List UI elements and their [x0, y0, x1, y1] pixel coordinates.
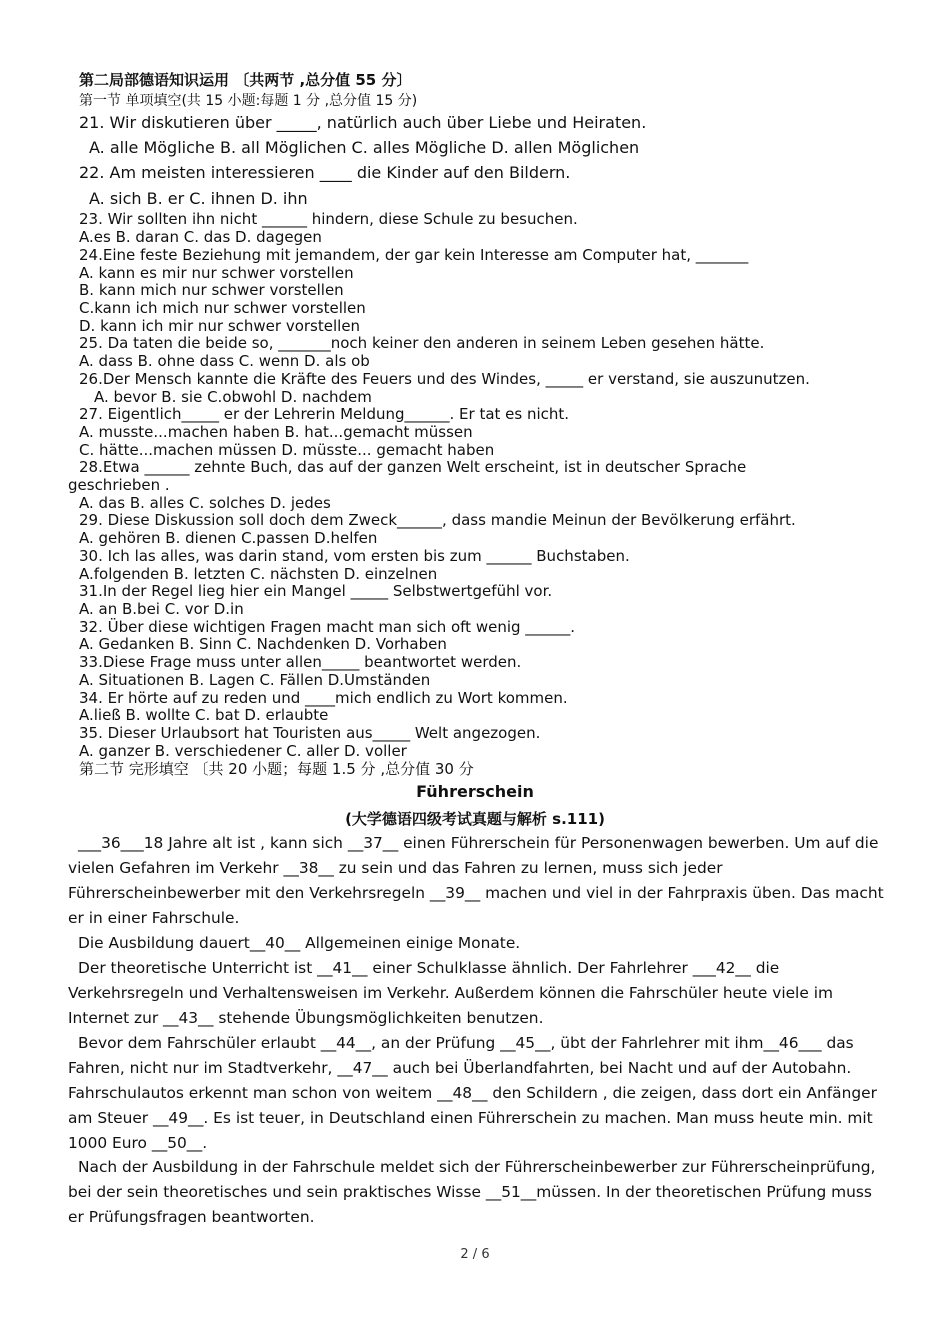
- question-25-options: A. dass B. ohne dass C. wenn D. als ob: [79, 352, 370, 370]
- section2-title: 第二节 完形填空 〔共 20 小题；每题 1.5 分 ,总分值 30 分: [79, 760, 474, 778]
- question-33: 33.Diese Frage muss unter allen_____ beantwortet werden.: [79, 653, 522, 671]
- question-26-options: A. bevor B. sie C.obwohl D. nachdem: [94, 388, 372, 406]
- cloze-paragraph-2-text: Die Ausbildung dauert__40__ Allgemeinen einige Monate.: [78, 934, 521, 952]
- question-22-options: A. sich B. er C. ihnen D. ihn: [89, 189, 308, 208]
- question-24-option-a: A. kann es mir nur schwer vorstellen: [79, 264, 354, 282]
- question-32-options: A. Gedanken B. Sinn C. Nachdenken D. Vorhaben: [79, 635, 447, 653]
- question-30: 30. Ich las alles, was darin stand, vom ersten bis zum ______ Buchstaben.: [79, 547, 630, 565]
- cloze-paragraph-3-text: Der theoretische Unterricht ist __41__ einer Schulklasse ähnlich. Der Fahrlehrer ___42__ die Verkehrsregeln und Verhaltensweisen im Verkehr. Außerdem können die Fahrschüler heute viele im Internet zur __43__ stehende Übungsmöglichkeiten benutzen.: [68, 959, 833, 1027]
- question-32: 32. Über diese wichtigen Fragen macht man sich oft wenig ______.: [79, 618, 576, 636]
- part-title: 第二局部德语知识运用 〔共两节 ,总分值 55 分〕: [79, 71, 412, 89]
- question-35: 35. Dieser Urlaubsort hat Touristen aus_____ Welt angezogen.: [79, 724, 541, 742]
- cloze-paragraph-4-text: Bevor dem Fahrschüler erlaubt __44__, an der Prüfung __45__, übt der Fahrlehrer mit ihm__46___ das Fahren, nicht nur im Stadtverkehr, __47__ auch bei Überlandfahrten, bei Nacht und auf der Autobahn. Fahrschulautos erkennt man schon von weitem __48__ den Schildern , die zeigen, dass dort ein Anfänger am Steuer __49__. Es ist teuer, in Deutschland einen Führerschein zu machen. Man muss heute min. mit 1000 Euro __50__.: [68, 1034, 877, 1152]
- cloze-paragraph-5: [68, 1155, 888, 1230]
- cloze-paragraph-2: [68, 931, 888, 956]
- question-27-options-cd: C. hätte...machen müssen D. müsste... gemacht haben: [79, 441, 495, 459]
- question-29-options: A. gehören B. dienen C.passen D.helfen: [79, 529, 378, 547]
- question-24-option-d: D. kann ich mir nur schwer vorstellen: [79, 317, 361, 335]
- question-26: 26.Der Mensch kannte die Kräfte des Feuers und des Windes, _____ er verstand, sie auszunutzen.: [79, 370, 810, 388]
- question-23-options: A.es B. daran C. das D. dagegen: [79, 228, 322, 246]
- cloze-paragraph-1-text: ___36___18 Jahre alt ist , kann sich __37__ einen Führerschein für Personenwagen bewerben. Um auf die vielen Gefahren im Verkehr __38__ zu sein und das Fahren zu lernen, muss sich jeder Führerscheinbewerber mit den Verkehrsregeln __39__ machen und viel in der Fahrpraxis üben. Das macht er in einer Fahrschule.: [68, 834, 884, 927]
- cloze-paragraph-3: [68, 956, 888, 1031]
- question-28-options: A. das B. alles C. solches D. jedes: [79, 494, 331, 512]
- question-22: 22. Am meisten interessieren ____ die Kinder auf den Bildern.: [79, 163, 571, 182]
- question-28: 28.Etwa ______ zehnte Buch, das auf der ganzen Welt erscheint, ist in deutscher Sprache: [79, 458, 747, 476]
- question-31-options: A. an B.bei C. vor D.in: [79, 600, 244, 618]
- question-29: 29. Diese Diskussion soll doch dem Zweck______, dass mandie Meinun der Bevölkerung erfährt.: [79, 511, 796, 529]
- question-30-options: A.folgenden B. letzten C. nächsten D. einzelnen: [79, 565, 438, 583]
- question-24-option-c: C.kann ich mich nur schwer vorstellen: [79, 299, 366, 317]
- question-27-options-ab: A. musste...machen haben B. hat...gemacht müssen: [79, 423, 473, 441]
- question-31: 31.In der Regel lieg hier ein Mangel _____ Selbstwertgefühl vor.: [79, 582, 553, 600]
- cloze-paragraph-5-text: Nach der Ausbildung in der Fahrschule meldet sich der Führerscheinbewerber zur Führerscheinprüfung, bei der sein theoretisches und sein praktisches Wisse __51__müssen. In der theoretischen Prüfung muss er Prüfungsfragen beantworten.: [68, 1158, 876, 1226]
- section1-title: 第一节 单项填空(共 15 小题:每题 1 分 ,总分值 15 分): [79, 93, 418, 109]
- question-28-continued: geschrieben .: [68, 476, 170, 494]
- question-27: 27. Eigentlich_____ er der Lehrerin Meldung______. Er tat es nicht.: [79, 405, 570, 423]
- question-24-option-b: B. kann mich nur schwer vorstellen: [79, 281, 344, 299]
- cloze-paragraph-4: [68, 1031, 888, 1156]
- text-heading: Führerschein: [416, 782, 534, 801]
- question-35-options: A. ganzer B. verschiedener C. aller D. voller: [79, 742, 407, 760]
- cloze-paragraph-1: [68, 831, 888, 931]
- question-34-options: A.ließ B. wollte C. bat D. erlaubte: [79, 706, 329, 724]
- question-33-options: A. Situationen B. Lagen C. Fällen D.Umständen: [79, 671, 431, 689]
- question-21-options: A. alle Mögliche B. all Möglichen C. alles Mögliche D. allen Möglichen: [89, 138, 640, 157]
- question-21: 21. Wir diskutieren über _____, natürlich auch über Liebe und Heiraten.: [79, 113, 647, 132]
- page-number: 2 / 6: [460, 1247, 490, 1262]
- text-source: (大学德语四级考试真题与解析 s.111): [345, 810, 605, 828]
- question-25: 25. Da taten die beide so, _______noch keiner den anderen in seinem Leben gesehen hätte.: [79, 334, 765, 352]
- question-23: 23. Wir sollten ihn nicht ______ hindern, diese Schule zu besuchen.: [79, 210, 578, 228]
- question-34: 34. Er hörte auf zu reden und ____mich endlich zu Wort kommen.: [79, 689, 568, 707]
- question-24: 24.Eine feste Beziehung mit jemandem, der gar kein Interesse am Computer hat, _______: [79, 246, 749, 264]
